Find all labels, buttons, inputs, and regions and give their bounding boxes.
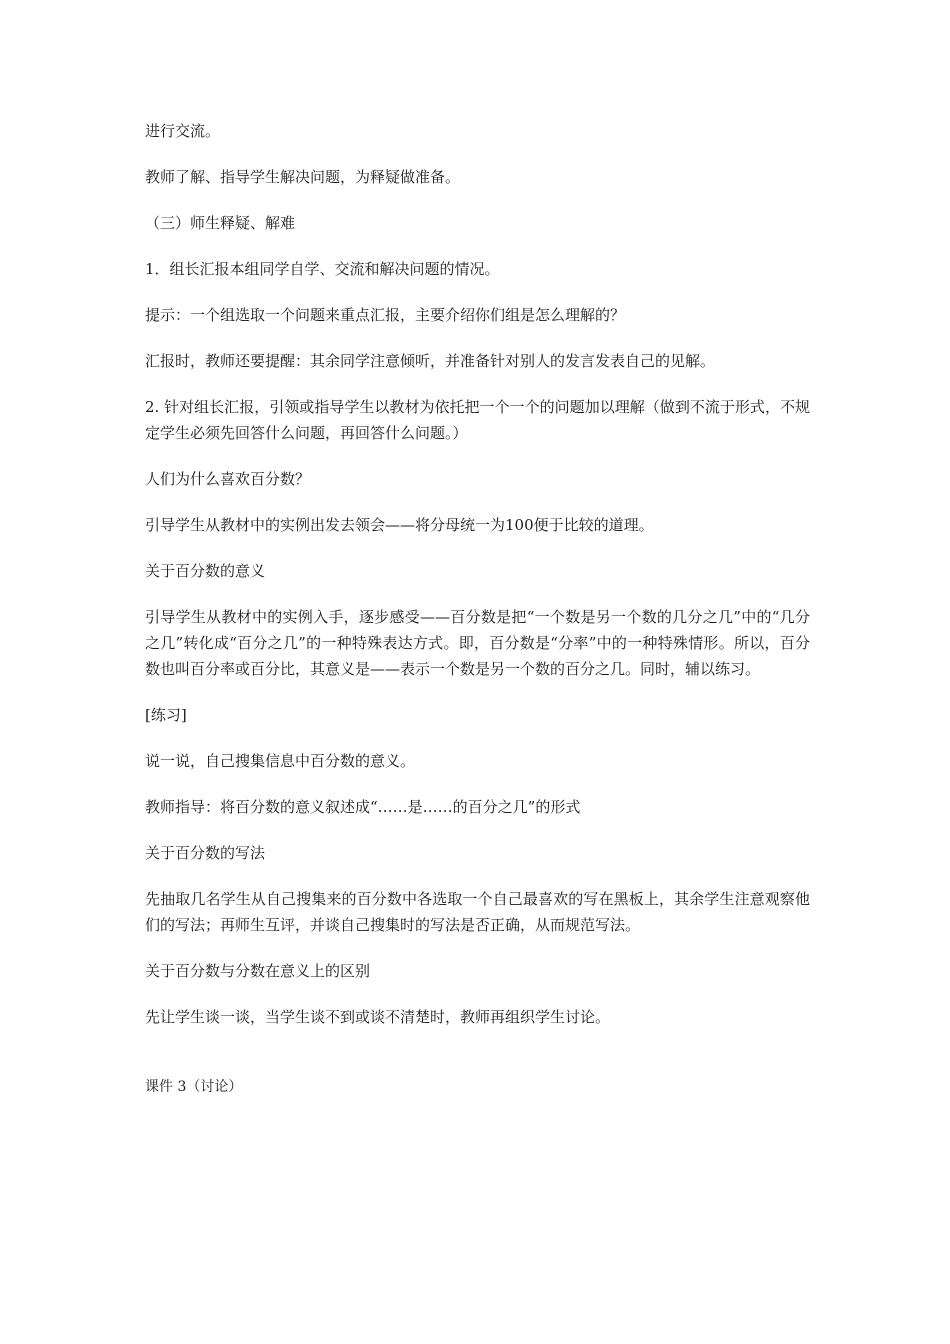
document-body (145, 118, 810, 1098)
paragraph: 汇报时，教师还要提醒：其余同学注意倾听，并准备针对别人的发言发表自己的见解。 (145, 352, 716, 370)
paragraph: 先让学生谈一谈，当学生谈不到或谈不清楚时，教师再组织学生讨论。 (145, 1008, 611, 1026)
paragraph: 教师指导：将百分数的意义叙述成“……是……的百分之几”的形式 (145, 798, 581, 816)
exercise-label: [练习] (145, 706, 187, 724)
paragraph: 进行交流。 (145, 122, 221, 140)
paragraph: 教师了解、指导学生解决问题，为释疑做准备。 (145, 168, 461, 186)
paragraph: 人们为什么喜欢百分数？ (145, 470, 311, 488)
paragraph: 说一说，自己搜集信息中百分数的意义。 (145, 752, 416, 770)
sub-heading: 关于百分数与分数在意义上的区别 (145, 962, 371, 980)
paragraph: 引导学生从教材中的实例入手，逐步感受——百分数是把“一个数是另一个数的几分之几”中的“几分之几”转化成“百分之几”的一种特殊表达方式。即，百分数是“分率”中的一种特殊情形。所以，百分数也叫百分率或百分比，其意义是——表示一个数是另一个数的百分之几。同时，辅以练习。 (145, 608, 810, 678)
section-heading: （三）师生释疑、解难 (145, 214, 296, 232)
paragraph: 提示：一个组选取一个问题来重点汇报，主要介绍你们组是怎么理解的？ (145, 306, 626, 324)
courseware-caption: 课件 3（讨论） (145, 1079, 243, 1095)
paragraph: 先抽取几名学生从自己搜集来的百分数中各选取一个自己最喜欢的写在黑板上，其余学生注意观察他们的写法；再师生互评，并谈自己搜集时的写法是否正确，从而规范写法。 (145, 890, 810, 934)
paragraph: 2. 针对组长汇报，引领或指导学生以教材为依托把一个一个的问题加以理解（做到不流于形式，不规定学生必须先回答什么问题，再回答什么问题。） (145, 398, 810, 442)
paragraph: 引导学生从教材中的实例出发去领会——将分母统一为100便于比较的道理。 (145, 516, 654, 534)
sub-heading: 关于百分数的意义 (145, 562, 266, 580)
sub-heading: 关于百分数的写法 (145, 844, 266, 862)
paragraph: 1．组长汇报本组同学自学、交流和解决问题的情况。 (145, 260, 500, 278)
